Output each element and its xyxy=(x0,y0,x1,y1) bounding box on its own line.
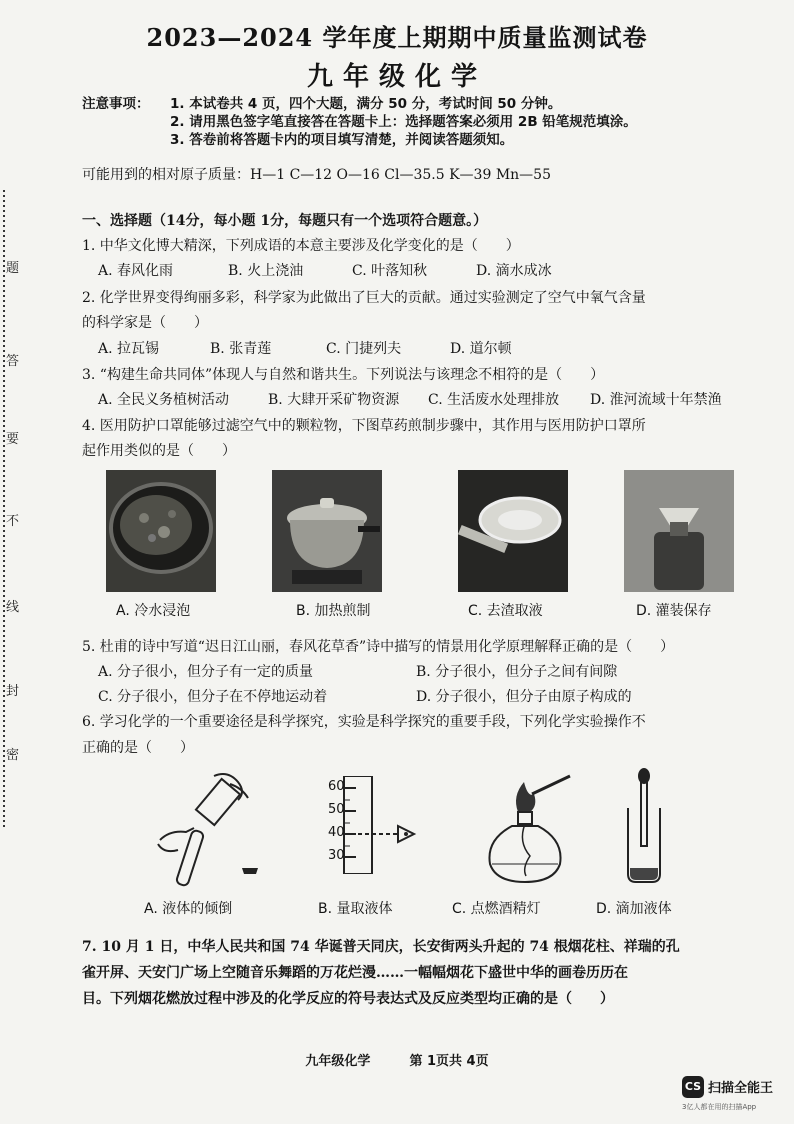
q6-stem-2: 正确的是（ ） xyxy=(82,740,194,756)
q6-caption-a: A. 液体的倾倒 xyxy=(144,901,233,917)
footer-page: 第 1页共 4页 xyxy=(409,1054,489,1069)
q5-stem: 5. 杜甫的诗中写道“迟日江山丽，春风花草香”诗中描写的情景用化学原理解释正确的是（ ） xyxy=(82,639,675,655)
cylinder-tick-30: 30 xyxy=(328,848,345,863)
watermark-sub: 3亿人都在用的扫描App xyxy=(682,1103,757,1111)
q2-stem-2: 的科学家是（ ） xyxy=(82,315,208,331)
q1-option-b: B. 火上浇油 xyxy=(228,263,304,279)
q5-option-c: C. 分子很小，但分子在不停地运动着 xyxy=(98,689,328,705)
q4-caption-a: A. 冷水浸泡 xyxy=(116,603,191,619)
cylinder-tick-40: 40 xyxy=(328,825,345,840)
q4-caption-d: D. 灌装保存 xyxy=(636,603,712,619)
q5-option-b: B. 分子很小，但分子之间有间隙 xyxy=(416,664,618,680)
watermark-name: 扫描全能王 xyxy=(708,1081,774,1096)
q4-caption-c: C. 去渣取液 xyxy=(468,603,543,619)
q1-option-d: D. 滴水成冰 xyxy=(476,263,552,279)
photo-bottle xyxy=(624,470,734,592)
q2-option-d: D. 道尔顿 xyxy=(450,341,512,357)
notice-item-1: 注意事项： 1. 本试卷共 4 页，四个大题，满分 50 分，考试时间 50 分钟。 xyxy=(82,92,561,112)
q1-stem: 1. 中华文化博大精深，下列成语的本意主要涉及化学变化的是（ ） xyxy=(82,238,520,254)
figure-pouring-liquid xyxy=(150,770,280,888)
binding-char-4: 不 xyxy=(6,514,20,529)
exam-subtitle: 九年级化学 xyxy=(306,62,487,92)
q6-caption-b: B. 量取液体 xyxy=(318,901,393,917)
q4-caption-b: B. 加热煎制 xyxy=(296,603,371,619)
q3-option-c: C. 生活废水处理排放 xyxy=(428,392,560,408)
q2-option-a: A. 拉瓦锡 xyxy=(98,341,160,357)
binding-char-1: 题 xyxy=(6,261,20,276)
atomic-masses: 可能用到的相对原子质量：H—1 C—12 O—16 Cl—35.5 K—39 Mn—55 xyxy=(82,167,551,183)
cylinder-tick-60: 60 xyxy=(328,779,345,794)
q4-stem-2: 起作用类似的是（ ） xyxy=(82,443,236,459)
camscanner-logo-icon: CS xyxy=(682,1076,704,1098)
q3-option-b: B. 大肆开采矿物资源 xyxy=(268,392,400,408)
binding-char-3: 要 xyxy=(6,432,20,447)
notice-item-2: 2. 请用黑色签字笔直接答在答题卡上：选择题答案必须用 2B 铅笔规范填涂。 xyxy=(170,114,637,130)
exam-title: 2023—2024 学年度上期期中质量监测试卷 xyxy=(146,23,648,52)
photo-heating xyxy=(272,470,382,592)
q7-line-1: 7. 10 月 1 日，中华人民共和国 74 华诞普天同庆，长安街两头升起的 74 根烟花柱、祥瑞的孔 xyxy=(82,939,680,955)
photo-strainer xyxy=(458,470,568,592)
photo-soaking xyxy=(106,470,216,592)
q4-stem-1: 4. 医用防护口罩能够过滤空气中的颗粒物，下图草药煎制步骤中，其作用与医用防护口罩所 xyxy=(82,418,646,434)
q3-option-d: D. 淮河流域十年禁渔 xyxy=(590,392,722,408)
page-footer xyxy=(0,1050,794,1069)
binding-char-7: 密 xyxy=(6,748,20,763)
binding-char-5: 线 xyxy=(6,600,20,615)
binding-char-6: 封 xyxy=(6,684,20,699)
notice-label: 注意事项： xyxy=(82,96,150,112)
figure-dropper xyxy=(614,768,674,884)
notice-item-3: 3. 答卷前将答题卡内的项目填写清楚，并阅读答题须知。 xyxy=(170,132,514,148)
q6-caption-c: C. 点燃酒精灯 xyxy=(452,901,541,917)
figure-alcohol-lamp xyxy=(474,772,578,888)
q5-option-d: D. 分子很小，但分子由原子构成的 xyxy=(416,689,632,705)
scanner-watermark xyxy=(682,1076,788,1116)
q2-option-b: B. 张青莲 xyxy=(210,341,272,357)
q1-option-c: C. 叶落知秋 xyxy=(352,263,428,279)
cylinder-tick-50: 50 xyxy=(328,802,345,817)
section-heading: 一、选择题（14分，每小题 1分，每题只有一个选项符合题意。） xyxy=(82,213,488,229)
binding-char-2: 答 xyxy=(6,354,20,369)
footer-subject: 九年级化学 xyxy=(305,1054,371,1069)
q6-stem-1: 6. 学习化学的一个重要途径是科学探究，实验是科学探究的重要手段，下列化学实验操作不 xyxy=(82,714,646,730)
q2-stem-1: 2. 化学世界变得绚丽多彩，科学家为此做出了巨大的贡献。通过实验测定了空气中氧气含量 xyxy=(82,290,646,306)
q2-option-c: C. 门捷列夫 xyxy=(326,341,402,357)
q3-option-a: A. 全民义务植树活动 xyxy=(98,392,230,408)
q6-caption-d: D. 滴加液体 xyxy=(596,901,672,917)
q7-line-3: 目。下列烟花燃放过程中涉及的化学反应的符号表达式及反应类型均正确的是（ ） xyxy=(82,991,614,1007)
q1-option-a: A. 春风化雨 xyxy=(98,263,174,279)
q7-line-2: 雀开屏、天安门广场上空随音乐舞蹈的万花烂漫……一幅幅烟花下盛世中华的画卷历历在 xyxy=(82,965,628,981)
q3-stem: 3. “构建生命共同体”体现人与自然和谐共生。下列说法与该理念不相符的是（ ） xyxy=(82,367,605,383)
q5-option-a: A. 分子很小，但分子有一定的质量 xyxy=(98,664,314,680)
